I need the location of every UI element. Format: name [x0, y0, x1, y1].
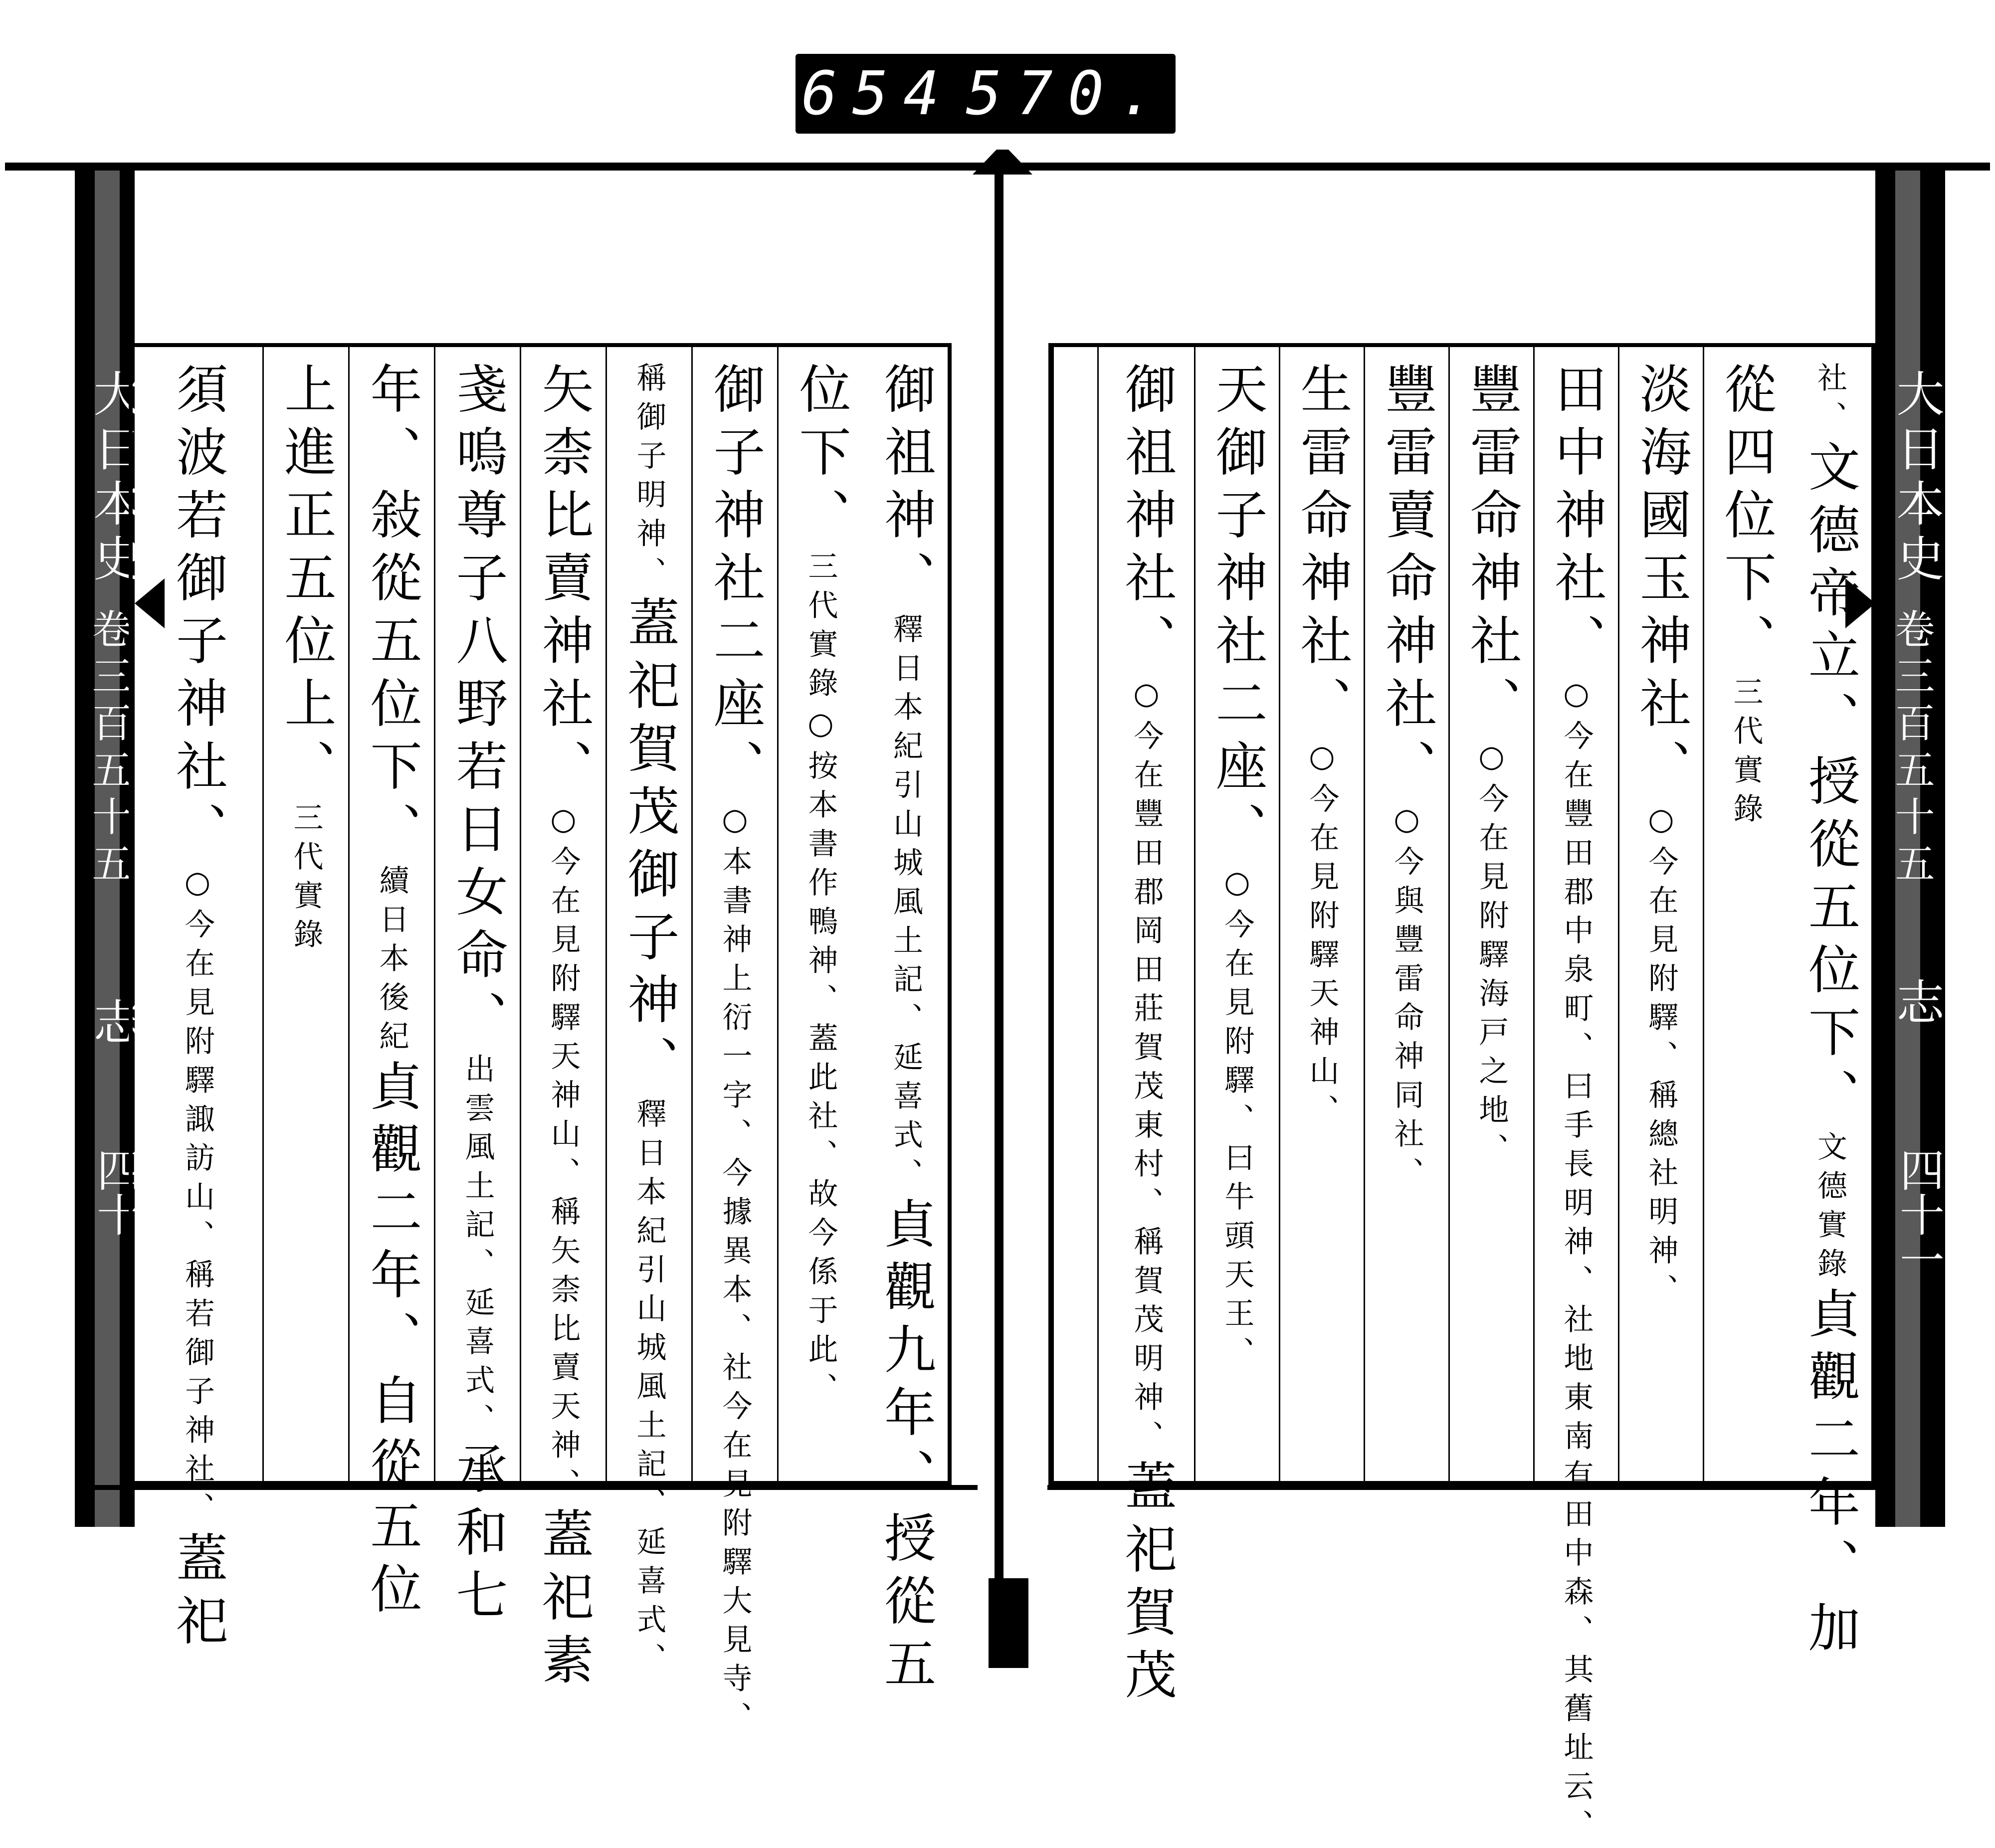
right-col1-note: 社、 [1812, 362, 1847, 440]
left-col7-main2: 貞觀二年、自從五位 [361, 1059, 422, 1625]
right-column-8 [1194, 347, 1279, 1481]
right-col3-note: ○今在見附驛、稱總社明神、 [1643, 802, 1679, 1312]
right-col2-main: 從四位下、 [1715, 362, 1777, 676]
left-col9-main: 須波若御子神社、 [167, 362, 228, 865]
right-column-5 [1448, 347, 1533, 1481]
left-col9-note: ○今在見附驛諏訪山、稱若御子神社、 [180, 865, 215, 1531]
left-column-5 [520, 347, 605, 1695]
left-col5-note: ○今在見附驛天神山、稱矢柰比賣天神、 [546, 802, 581, 1507]
left-header-section: 志 [86, 997, 142, 1052]
right-col4-main: 田中神社、 [1546, 362, 1607, 676]
left-col2-note: 三代實錄○按本書作鴨神、蓋此社、故今係于此、 [803, 551, 838, 1411]
right-col4-note: ○今在豐田郡中泉町、曰手長明神、社地東南有田中森、其舊址云、 [1559, 676, 1594, 1848]
left-col1-note: 釋日本紀引山城風土記、延喜式、 [888, 613, 923, 1197]
left-header-page: 四十 [89, 1147, 141, 1237]
left-col6-main2: 承和七 [447, 1442, 508, 1631]
right-header-title: 大日本史 [1889, 369, 1945, 588]
left-column-3 [691, 347, 777, 1740]
right-col8-main: 天御子神社二座、 [1206, 362, 1268, 865]
right-col6-main: 豐雷賣命神社、 [1376, 362, 1437, 802]
right-col5-note: ○今在見附驛海戸之地、 [1474, 739, 1509, 1172]
reel-number-left: 654 [801, 59, 955, 129]
right-column-3 [1618, 347, 1703, 1481]
spine-foot [989, 1578, 1028, 1668]
right-column-2 [1703, 347, 1788, 1481]
left-col3-note: ○本書神上衍一字、今據異本、社今在見附驛大見寺、 [717, 802, 753, 1740]
right-col1-note2: 文德實錄 [1812, 1131, 1847, 1287]
left-column-6 [434, 347, 520, 1631]
left-col2-main: 位下、 [790, 362, 851, 551]
left-column-4 [605, 347, 691, 1681]
left-column-8 [262, 347, 348, 1481]
right-col1-main2: 貞觀二年、加 [1799, 1287, 1860, 1663]
right-col2-note: 三代實錄 [1728, 676, 1764, 832]
left-col5-main2: 蓋祀素 [533, 1507, 594, 1695]
left-column-7 [348, 347, 434, 1625]
book-spine [995, 167, 1003, 1578]
right-col5-main: 豐雷命神社、 [1461, 362, 1522, 739]
reel-label [796, 54, 1176, 134]
left-page-text-frame [129, 343, 952, 1740]
left-column-1 [863, 347, 949, 1699]
left-col6-main: 戔嗚尊子八野若日女命、 [447, 362, 508, 1053]
right-column-4 [1533, 347, 1618, 1848]
right-col7-main: 生雷命神社、 [1291, 362, 1353, 739]
right-column-blank [1052, 347, 1097, 1481]
left-col5-main: 矢柰比賣神社、 [533, 362, 594, 802]
left-col9-main2: 蓋祀 [167, 1531, 228, 1657]
right-col9-note: ○今在豐田郡岡田莊賀茂東村、稱賀茂明神、 [1129, 676, 1164, 1459]
left-col4-main: 蓋祀賀茂御子神、 [618, 595, 680, 1098]
right-col9-main: 御祖神社、 [1116, 362, 1177, 676]
reel-number-right: 570. [966, 59, 1170, 129]
left-header-volume: 卷三百五十五 [85, 608, 132, 890]
left-header-title: 大日本史 [86, 369, 142, 588]
left-col1-main2: 貞觀九年、授從五 [875, 1197, 936, 1699]
left-column-2 [777, 347, 863, 1481]
right-header-page: 四十一 [1892, 1147, 1944, 1282]
left-col6-note: 出雲風土記、延喜式、 [460, 1053, 495, 1442]
right-header-volume: 卷三百五十五 [1888, 608, 1935, 890]
left-col1-main: 御祖神、 [875, 362, 936, 613]
right-page-text-frame [1048, 343, 1875, 1848]
left-col8-main: 上進正五位上、 [275, 362, 337, 802]
left-col7-main: 年、敍從五位下、 [361, 362, 422, 865]
left-column-9 [133, 347, 262, 1657]
right-column-6 [1364, 347, 1448, 1481]
right-col6-note: ○今與豐雷命神同社、 [1389, 802, 1424, 1196]
right-col9-main2: 蓋祀賀茂 [1116, 1459, 1177, 1710]
left-col7-note: 續日本後紀 [374, 865, 409, 1059]
right-col1-main: 文德帝立、授從五位下、 [1799, 440, 1860, 1131]
right-column-1 [1788, 347, 1872, 1663]
right-col8-note: ○今在見附驛、曰牛頭天王、 [1219, 865, 1255, 1375]
right-header-section: 志 [1889, 977, 1945, 1032]
right-col3-main: 淡海國玉神社、 [1630, 362, 1692, 802]
right-column-7 [1279, 347, 1364, 1481]
left-col4-note-top: 稱御子明神、 [631, 362, 667, 595]
left-col3-main: 御子神社二座、 [704, 362, 766, 802]
left-col8-note: 三代實錄 [288, 802, 324, 957]
right-column-9 [1097, 347, 1194, 1710]
left-col4-note: 釋日本紀引山城風土記、延喜式、 [631, 1098, 667, 1681]
right-col7-note: ○今在見附驛天神山、 [1304, 739, 1340, 1133]
